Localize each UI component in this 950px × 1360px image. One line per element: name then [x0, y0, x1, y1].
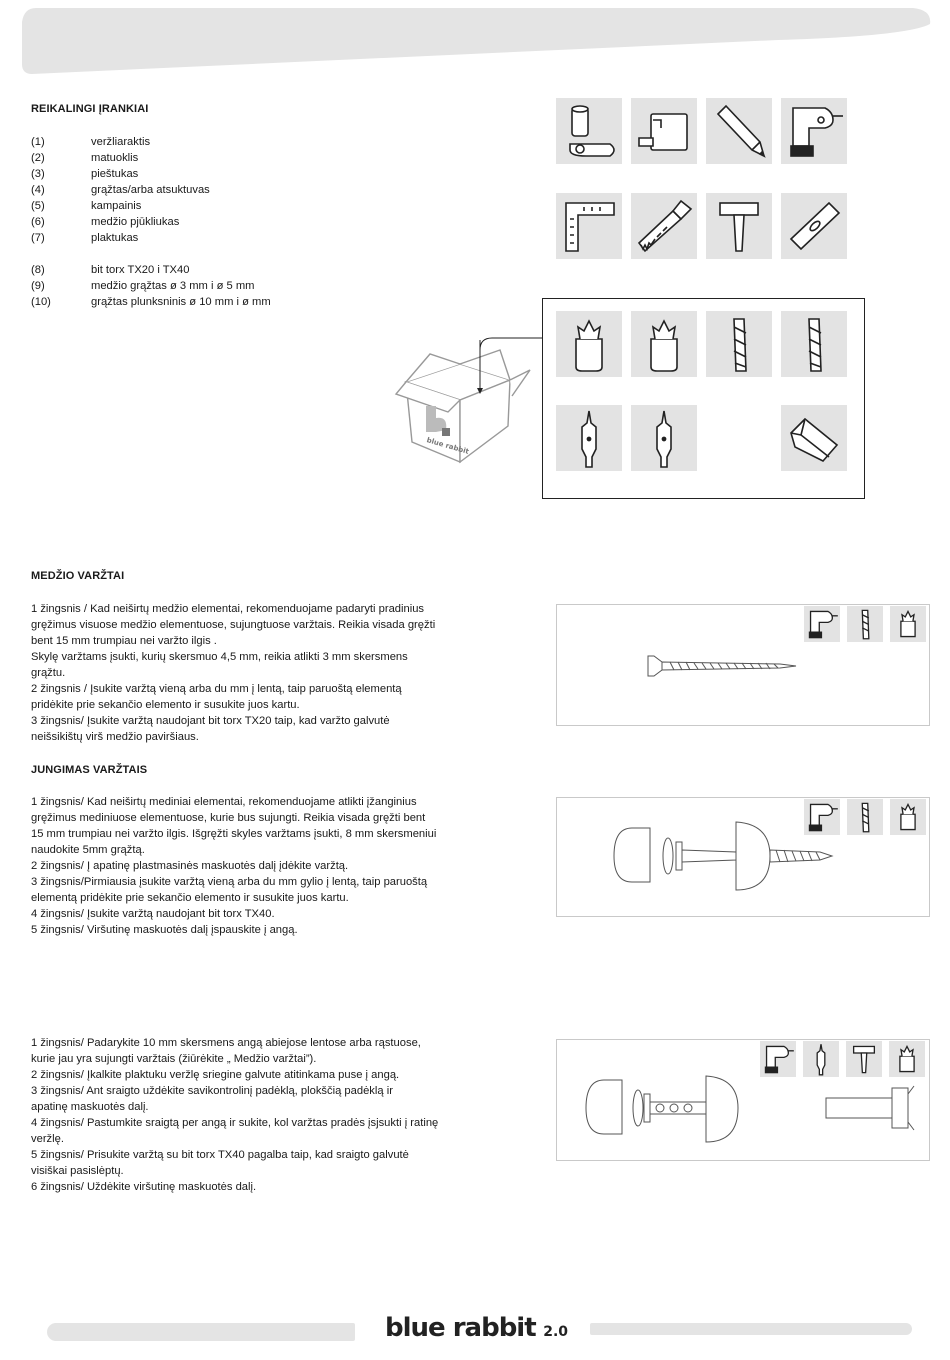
tools-list [31, 134, 351, 310]
list-item: (5) kampainis [31, 200, 142, 212]
joining-screws-instructions: 1 žingsnis/ Kad neiširtų mediniai elementai, rekomenduojame atlikti įžanginius gręžimus mediniuose elementuose, kurie bus sujungti. Reikia visada gręžti bent 15 mm trumpiau nei varžto ilgis. Išgręžti skyles varžtams įsukti, 8 mm skersmeniui naudokite 5mm grąžtą. 2 žingsnis/ Į apatinę plastmasinės maskuotės dalį įdėkite varžtą. 3 žingsnis/Pirmiausia įsukite varžtą vieną arba du mm gylio į lentą, taip paruoštą elementą pridėkite prie sekančio elemento ir susukite juos kartu. 4 žingsnis/ Įsukite varžtą naudojant bit torx TX40. 5 žingsnis/ Viršutinę maskuotės dalį įspauskite į angą. [31, 796, 437, 936]
wood-drill-bit-icon [706, 311, 772, 377]
tape-measure-icon [631, 98, 697, 164]
tools-heading: REIKALINGI ĮRANKIAI [31, 103, 149, 115]
list-item: (9) medžio grąžtas ø 3 mm i ø 5 mm [31, 280, 255, 292]
bolt-instructions: 1 žingsnis/ Padarykite 10 mm skersmens angą abiejose lentose arba rąstuose, kurie jau yra sujungti varžtais (žiūrėkite „ Medžio varžtai”). 2 žingsnis/ Įkalkite plaktuku veržlę sriegine galvute atitinkama puse į angą. 3 žingsnis/ Ant sraigto uždėkite savikontrolinį padėklą, plokščią padėklą ir apatinę maskuotės dalį. 4 žingsnis/ Pastumkite sraigtą per angą ir sukite, kol varžtas pradės įsjsukti į ratinę veržlę. 5 žingsnis/ Prisukite varžtą su bit torx TX40 pagalba taip, kad sraigto galvutė visiškai pasislėptų. 6 žingsnis/ Uždėkite viršutinę maskuotės dalį. [31, 1037, 439, 1193]
wood-screws-instructions: 1 žingsnis / Kad neiširtų medžio elementai, rekomenduojame padaryti pradinius gręžimus visuose medžio elementuose, sujungtuose varžtais. Reikia visada gręžti bent 15 mm trumpiau nei varžto ilgis . Skylę varžtams įsukti, kurių skersmuo 4,5 mm, reikia atlikti 3 mm skersmens grąžtu. 2 žingsnis / Įsukite varžtą vieną arba du mm į lentą, taip paruoštą elementą pridėkite prie sekančio elemento ir susukite juos kartu. 3 žingsnis/ Įsukite varžtą naudojant bit torx TX20 taip, kad varžto galvutė neišsikištų virš medžio paviršiaus. [31, 603, 436, 743]
wood-screws-heading: MEDŽIO VARŽTAI [31, 570, 125, 582]
torx-bit-icon [556, 311, 622, 377]
list-item: (6) medžio pjūkliukas [31, 216, 180, 228]
wood-drill-bit-icon [781, 311, 847, 377]
spade-bit-icon [556, 405, 622, 471]
leader-line [478, 336, 548, 396]
footer-version: 2.0 [543, 1324, 569, 1340]
drill-icon [804, 606, 840, 642]
list-item: (7) plaktukas [31, 232, 139, 244]
square-icon [556, 193, 622, 259]
wood-screw-illustration [640, 652, 800, 680]
wood-drill-bit-icon [847, 606, 883, 642]
list-item: (10) grąžtas plunksninis ø 10 mm i ø mm [31, 296, 271, 308]
wrench-icon [556, 98, 622, 164]
list-item: (3) pieštukas [31, 168, 139, 180]
box-logo-text: blue rabbit [425, 436, 470, 456]
header-bar [18, 6, 934, 76]
list-item: (8) bit torx TX20 i TX40 [31, 264, 190, 276]
footer-logo [385, 1312, 568, 1344]
bolt-illustration [582, 1072, 922, 1148]
spade-bit-icon [631, 405, 697, 471]
pencil-icon [706, 98, 772, 164]
drill-icon [781, 98, 847, 164]
joining-screws-heading: JUNGIMAS VARŽTAIS [31, 764, 148, 776]
list-item: (4) grąžtas/arba atsuktuvas [31, 184, 210, 196]
saw-icon [631, 193, 697, 259]
torx-bit-icon [890, 799, 926, 835]
footer-bar-left [47, 1323, 355, 1341]
torx-bit-icon [890, 606, 926, 642]
footer-bar-right [590, 1323, 912, 1335]
torx-bit-icon [631, 311, 697, 377]
hex-bit-icon [781, 405, 847, 471]
footer-brand: blue rabbit [385, 1313, 536, 1343]
hammer-icon [706, 193, 772, 259]
list-item: (1) veržliaraktis [31, 136, 151, 148]
spirit-level-icon [781, 193, 847, 259]
list-item: (2) matuoklis [31, 152, 139, 164]
wood-drill-bit-icon [847, 799, 883, 835]
joining-screw-illustration [610, 818, 840, 898]
